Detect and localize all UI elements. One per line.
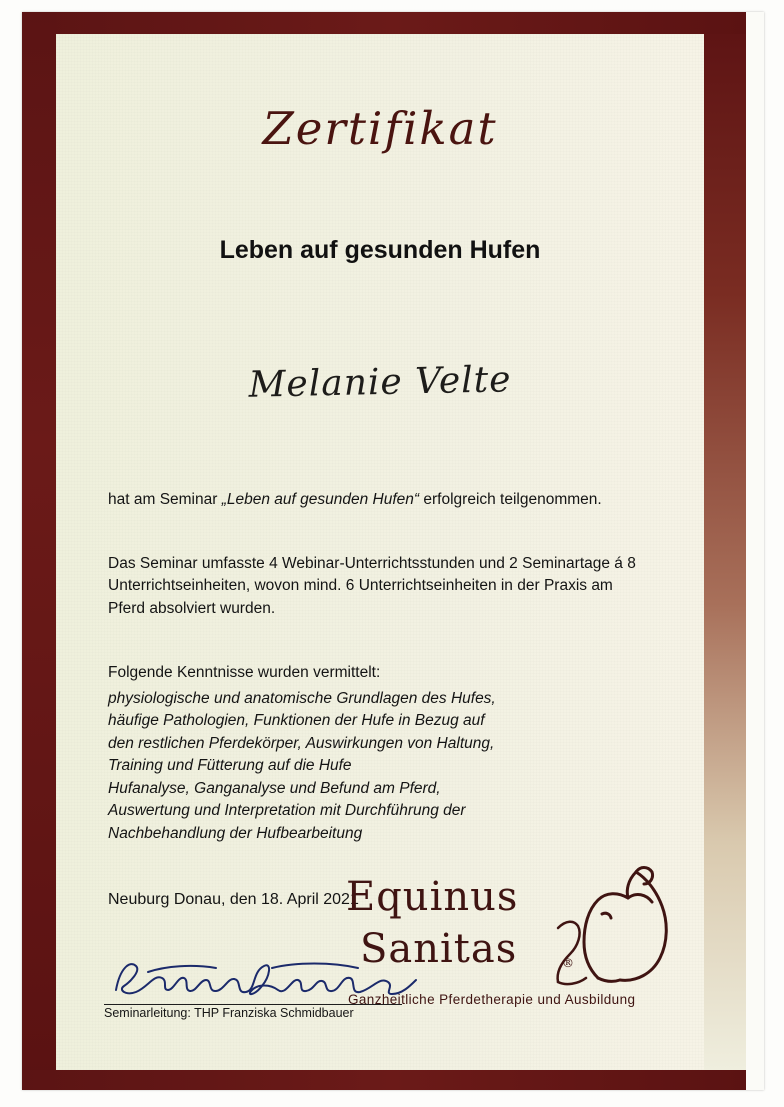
certificate-sheet	[22, 12, 764, 1090]
skills-line: Auswertung und Interpretation mit Durchführung der	[108, 802, 466, 820]
signature-caption: Seminarleitung: THP Franziska Schmidbauer	[104, 1006, 354, 1020]
skills-list	[108, 688, 646, 845]
skills-line: Hufanalyse, Ganganalyse und Befund am Pferd,	[108, 779, 441, 797]
certificate-title: Zertifikat	[262, 102, 498, 155]
border-left	[22, 12, 56, 1090]
logo-tagline: Ganzheitliche Pferdetherapie und Ausbildung	[348, 992, 636, 1007]
logo-word-sanitas: Sanitas	[360, 926, 518, 972]
scope-paragraph: Das Seminar umfasste 4 Webinar-Unterrichtsstunden und 2 Seminartage á 8 Unterrichtseinheiten, wovon mind. 6 Unterrichtseinheiten in der Praxis am Pferd absolviert wurden.	[108, 555, 636, 617]
border-bottom	[22, 1070, 764, 1090]
border-right-gradient	[704, 34, 746, 1070]
border-right-edge	[746, 12, 764, 1090]
skills-heading: Folgende Kenntnisse wurden vermittelt:	[108, 664, 381, 681]
equinus-sanitas-logo	[346, 872, 676, 1042]
skills-line: Nachbehandlung der Hufbearbeitung	[108, 824, 363, 842]
participation-paragraph	[108, 489, 646, 511]
skills-line: den restlichen Pferdekörper, Auswirkungen von Haltung,	[108, 734, 495, 752]
skills-line: häufige Pathologien, Funktionen der Hufe in Bezug auf	[108, 712, 485, 730]
horse-head-icon	[540, 862, 680, 992]
participation-suffix: erfolgreich teilgenommen.	[419, 491, 602, 508]
participation-course-quoted: „Leben auf gesunden Hufen“	[221, 491, 420, 508]
place-and-date: Neuburg Donau, den 18. April 2021	[108, 891, 359, 908]
registered-trademark-mark: ®	[562, 956, 574, 970]
certificate-body	[56, 34, 704, 1070]
recipient-name: Melanie Velte	[248, 359, 512, 406]
skills-line: Training und Fütterung auf die Hufe	[108, 757, 352, 775]
skills-line: physiologische und anatomische Grundlagen des Hufes,	[108, 690, 496, 707]
border-top	[22, 12, 764, 34]
logo-word-equinus: Equinus	[346, 874, 519, 920]
participation-prefix: hat am Seminar	[108, 491, 222, 508]
course-title: Leben auf gesunden Hufen	[219, 236, 541, 264]
